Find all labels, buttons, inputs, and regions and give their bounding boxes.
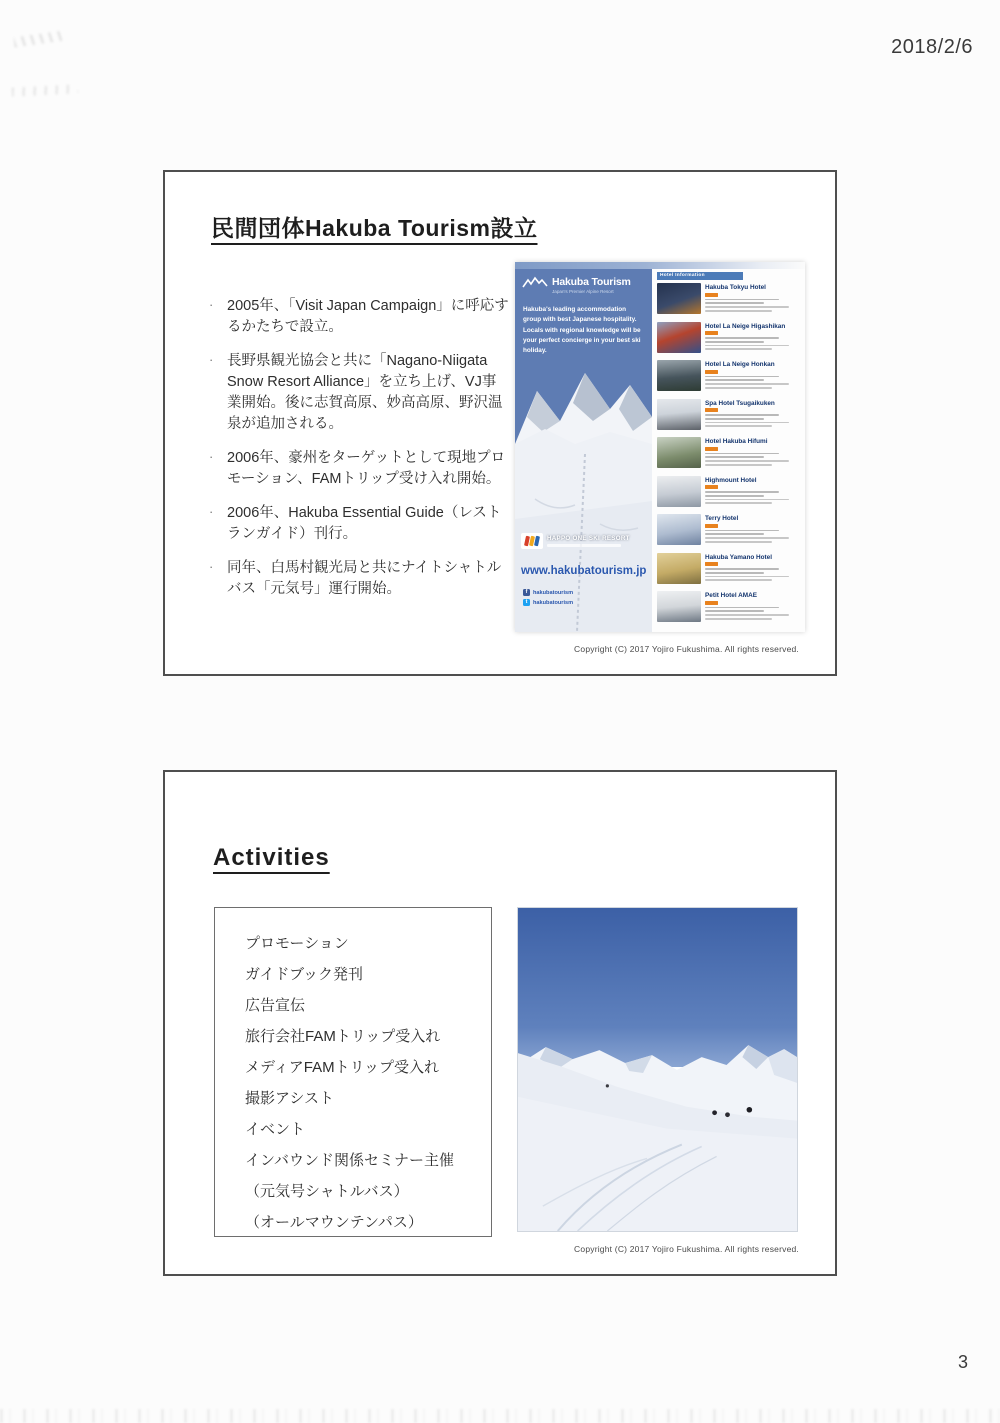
facebook-handle: hakubatourism <box>533 589 574 596</box>
bullet-text: 2006年、Hakuba Essential Guide（レストランガイド）刊行。 <box>227 505 502 543</box>
activity-item: （元気号シャトルバス） <box>245 1183 409 1200</box>
bullet-item <box>209 503 509 545</box>
hotel-card <box>657 283 800 317</box>
contact-line-placeholder <box>705 310 772 312</box>
activities-box <box>214 907 492 1237</box>
contact-line-placeholder <box>705 610 764 612</box>
hotel-list-panel <box>652 269 805 632</box>
area-tag <box>705 408 718 412</box>
contact-line-placeholder <box>705 387 772 389</box>
bullet-marker-icon: · <box>209 504 214 520</box>
activity-item: イベント <box>245 1121 306 1138</box>
contact-line-placeholder <box>705 495 764 497</box>
contact-line-placeholder <box>705 579 772 581</box>
contact-line-placeholder <box>705 456 764 458</box>
area-tag <box>705 331 718 335</box>
contact-line-placeholder <box>705 453 779 455</box>
hotel-list-header: Hotel Information <box>657 272 743 280</box>
bullet-text: 2006年、豪州をターゲットとして現地プロモーション、FAMトリップ受け入れ開始。 <box>227 450 506 488</box>
contact-line-placeholder <box>705 418 764 420</box>
copyright-text: Copyright (C) 2017 Yojiro Fukushima. All rights reserved. <box>574 644 799 654</box>
contact-line-placeholder <box>705 341 764 343</box>
hakuba-tourism-brochure <box>515 262 805 632</box>
activity-item: 広告宣伝 <box>245 997 306 1014</box>
hotel-name: Petit Hotel AMAE <box>705 592 757 599</box>
contact-line-placeholder <box>705 541 772 543</box>
brochure-logo <box>522 276 631 294</box>
twitter-handle: hakubatourism <box>533 599 574 606</box>
brochure-social <box>523 589 573 606</box>
brochure-website: www.hakubatourism.jp <box>521 565 647 577</box>
hotel-photo <box>657 437 701 468</box>
hotel-card <box>657 360 800 394</box>
copyright-text: Copyright (C) 2017 Yojiro Fukushima. All rights reserved. <box>574 1244 799 1254</box>
scan-noise <box>0 1409 1000 1423</box>
contact-line-placeholder <box>705 576 789 578</box>
bullet-marker-icon: · <box>209 559 214 575</box>
activity-item: 撮影アシスト <box>245 1090 334 1107</box>
facebook-line <box>523 589 573 596</box>
hotel-photo <box>657 514 701 545</box>
hotel-photo <box>657 283 701 314</box>
bullet-text: 2005年、「Visit Japan Campaign」に呼応するかたちで設立。 <box>227 298 509 336</box>
contact-line-placeholder <box>705 502 772 504</box>
contact-line-placeholder <box>705 383 789 385</box>
hotel-photo <box>657 399 701 430</box>
hotel-photo <box>657 591 701 622</box>
bullet-text: 長野県観光協会と共に「Nagano-Niigata Snow Resort Alliance」を立ち上げ、VJ事業開始。後に志賀高原、妙高高原、野沢温泉が追加される。 <box>227 353 503 433</box>
area-tag <box>705 447 718 451</box>
contact-line-placeholder <box>705 572 764 574</box>
contact-line-placeholder <box>705 414 779 416</box>
contact-line-placeholder <box>705 302 764 304</box>
slide1-title: 民間団体Hakuba Tourism設立 <box>211 215 538 241</box>
area-tag <box>705 562 718 566</box>
contact-line-placeholder <box>705 618 772 620</box>
hotel-photo <box>657 476 701 507</box>
mountain-logo-icon <box>522 276 548 289</box>
hotel-name: Hotel Hakuba Hifumi <box>705 438 768 445</box>
contact-line-placeholder <box>705 614 789 616</box>
area-tag <box>705 601 718 605</box>
hotel-photo <box>657 322 701 353</box>
contact-line-placeholder <box>705 376 779 378</box>
area-tag <box>705 370 718 374</box>
activity-item: インバウンド関係セミナー主催 <box>245 1152 454 1169</box>
hotel-name: Spa Hotel Tsugaikuken <box>705 399 775 407</box>
activity-item: プロモーション <box>245 935 349 952</box>
brochure-logo-title: Hakuba Tourism <box>552 276 631 288</box>
hotel-photo <box>657 553 701 584</box>
hotel-card <box>657 591 800 625</box>
contact-line-placeholder <box>705 348 772 350</box>
brochure-intro-text: Hakuba's leading accommodation group with best Japanese hospitality. Locals with regional knowledge will be your perfect concierge in your best ski holiday. <box>523 306 641 354</box>
pencil-smudge <box>12 84 78 96</box>
pencil-smudge <box>14 31 65 48</box>
hotel-photo <box>657 360 701 391</box>
facebook-icon: f <box>523 589 530 596</box>
area-tag <box>705 293 718 297</box>
bullet-item <box>209 448 509 490</box>
happo-one-logo-icon <box>521 533 543 549</box>
hotel-name: Hakuba Yamano Hotel <box>705 553 773 561</box>
bullet-marker-icon: · <box>209 449 214 465</box>
area-tag <box>705 524 718 528</box>
slide-1 <box>163 170 837 676</box>
resort-name: HAPPO ONE SKI RESORT <box>547 535 630 542</box>
contact-line-placeholder <box>705 460 789 462</box>
bullet-text: 同年、白馬村観光局と共にナイトシャトルバス「元気号」運行開始。 <box>227 560 502 598</box>
bullet-item <box>209 351 509 435</box>
contact-line-placeholder <box>705 306 789 308</box>
contact-line-placeholder <box>705 499 789 501</box>
contact-line-placeholder <box>705 299 779 301</box>
contact-line-placeholder <box>705 464 772 466</box>
hotel-name: Highmount Hotel <box>705 476 757 484</box>
contact-line-placeholder <box>705 379 764 381</box>
hotel-card <box>657 553 800 587</box>
contact-line-placeholder <box>705 533 764 535</box>
activity-item: 旅行会社FAMトリップ受入れ <box>245 1028 441 1045</box>
bullet-marker-icon: · <box>209 352 214 368</box>
hotel-card <box>657 399 800 433</box>
contact-line-placeholder <box>705 607 779 609</box>
contact-line-placeholder <box>705 425 772 427</box>
hotel-card <box>657 322 800 356</box>
brochure-left-panel <box>515 269 652 632</box>
contact-line-placeholder <box>705 568 779 570</box>
bullet-item <box>209 296 509 338</box>
hotel-name: Terry Hotel <box>705 515 739 522</box>
hotel-card <box>657 476 800 510</box>
brochure-top-strip <box>515 262 805 269</box>
hotel-name: Hakuba Tokyu Hotel <box>705 284 766 291</box>
twitter-icon: t <box>523 599 530 606</box>
hotel-card <box>657 437 800 471</box>
contact-line-placeholder <box>705 530 779 532</box>
snow-mountain-scene <box>518 908 797 1231</box>
activity-item: （オールマウンテンパス） <box>245 1214 423 1231</box>
contact-line-placeholder <box>705 337 779 339</box>
slide1-bullet-list <box>209 296 509 613</box>
contact-line-placeholder <box>705 422 789 424</box>
happo-one-logo-row <box>521 533 630 549</box>
hotel-name: Hotel La Neige Higashikan <box>705 322 786 330</box>
resort-tagline-placeholder <box>547 544 621 547</box>
activity-item: ガイドブック発刊 <box>245 966 364 983</box>
contact-line-placeholder <box>705 537 789 539</box>
ski-touring-photo <box>517 907 798 1232</box>
slide2-title: Activities <box>213 844 330 871</box>
header-date: 2018/2/6 <box>891 36 973 58</box>
brochure-logo-subtitle: Japan's Premier Alpine Resort <box>552 289 614 294</box>
page-number: 3 <box>957 1352 968 1372</box>
hotel-name: Hotel La Neige Honkan <box>705 361 775 368</box>
area-tag <box>705 485 718 489</box>
bullet-marker-icon: · <box>209 297 214 312</box>
contact-line-placeholder <box>705 491 779 493</box>
slide-2 <box>163 770 837 1276</box>
twitter-line <box>523 599 573 606</box>
bullet-item <box>209 558 509 600</box>
contact-line-placeholder <box>705 345 789 347</box>
activity-item: メディアFAMトリップ受入れ <box>245 1059 440 1076</box>
hotel-card <box>657 514 800 548</box>
